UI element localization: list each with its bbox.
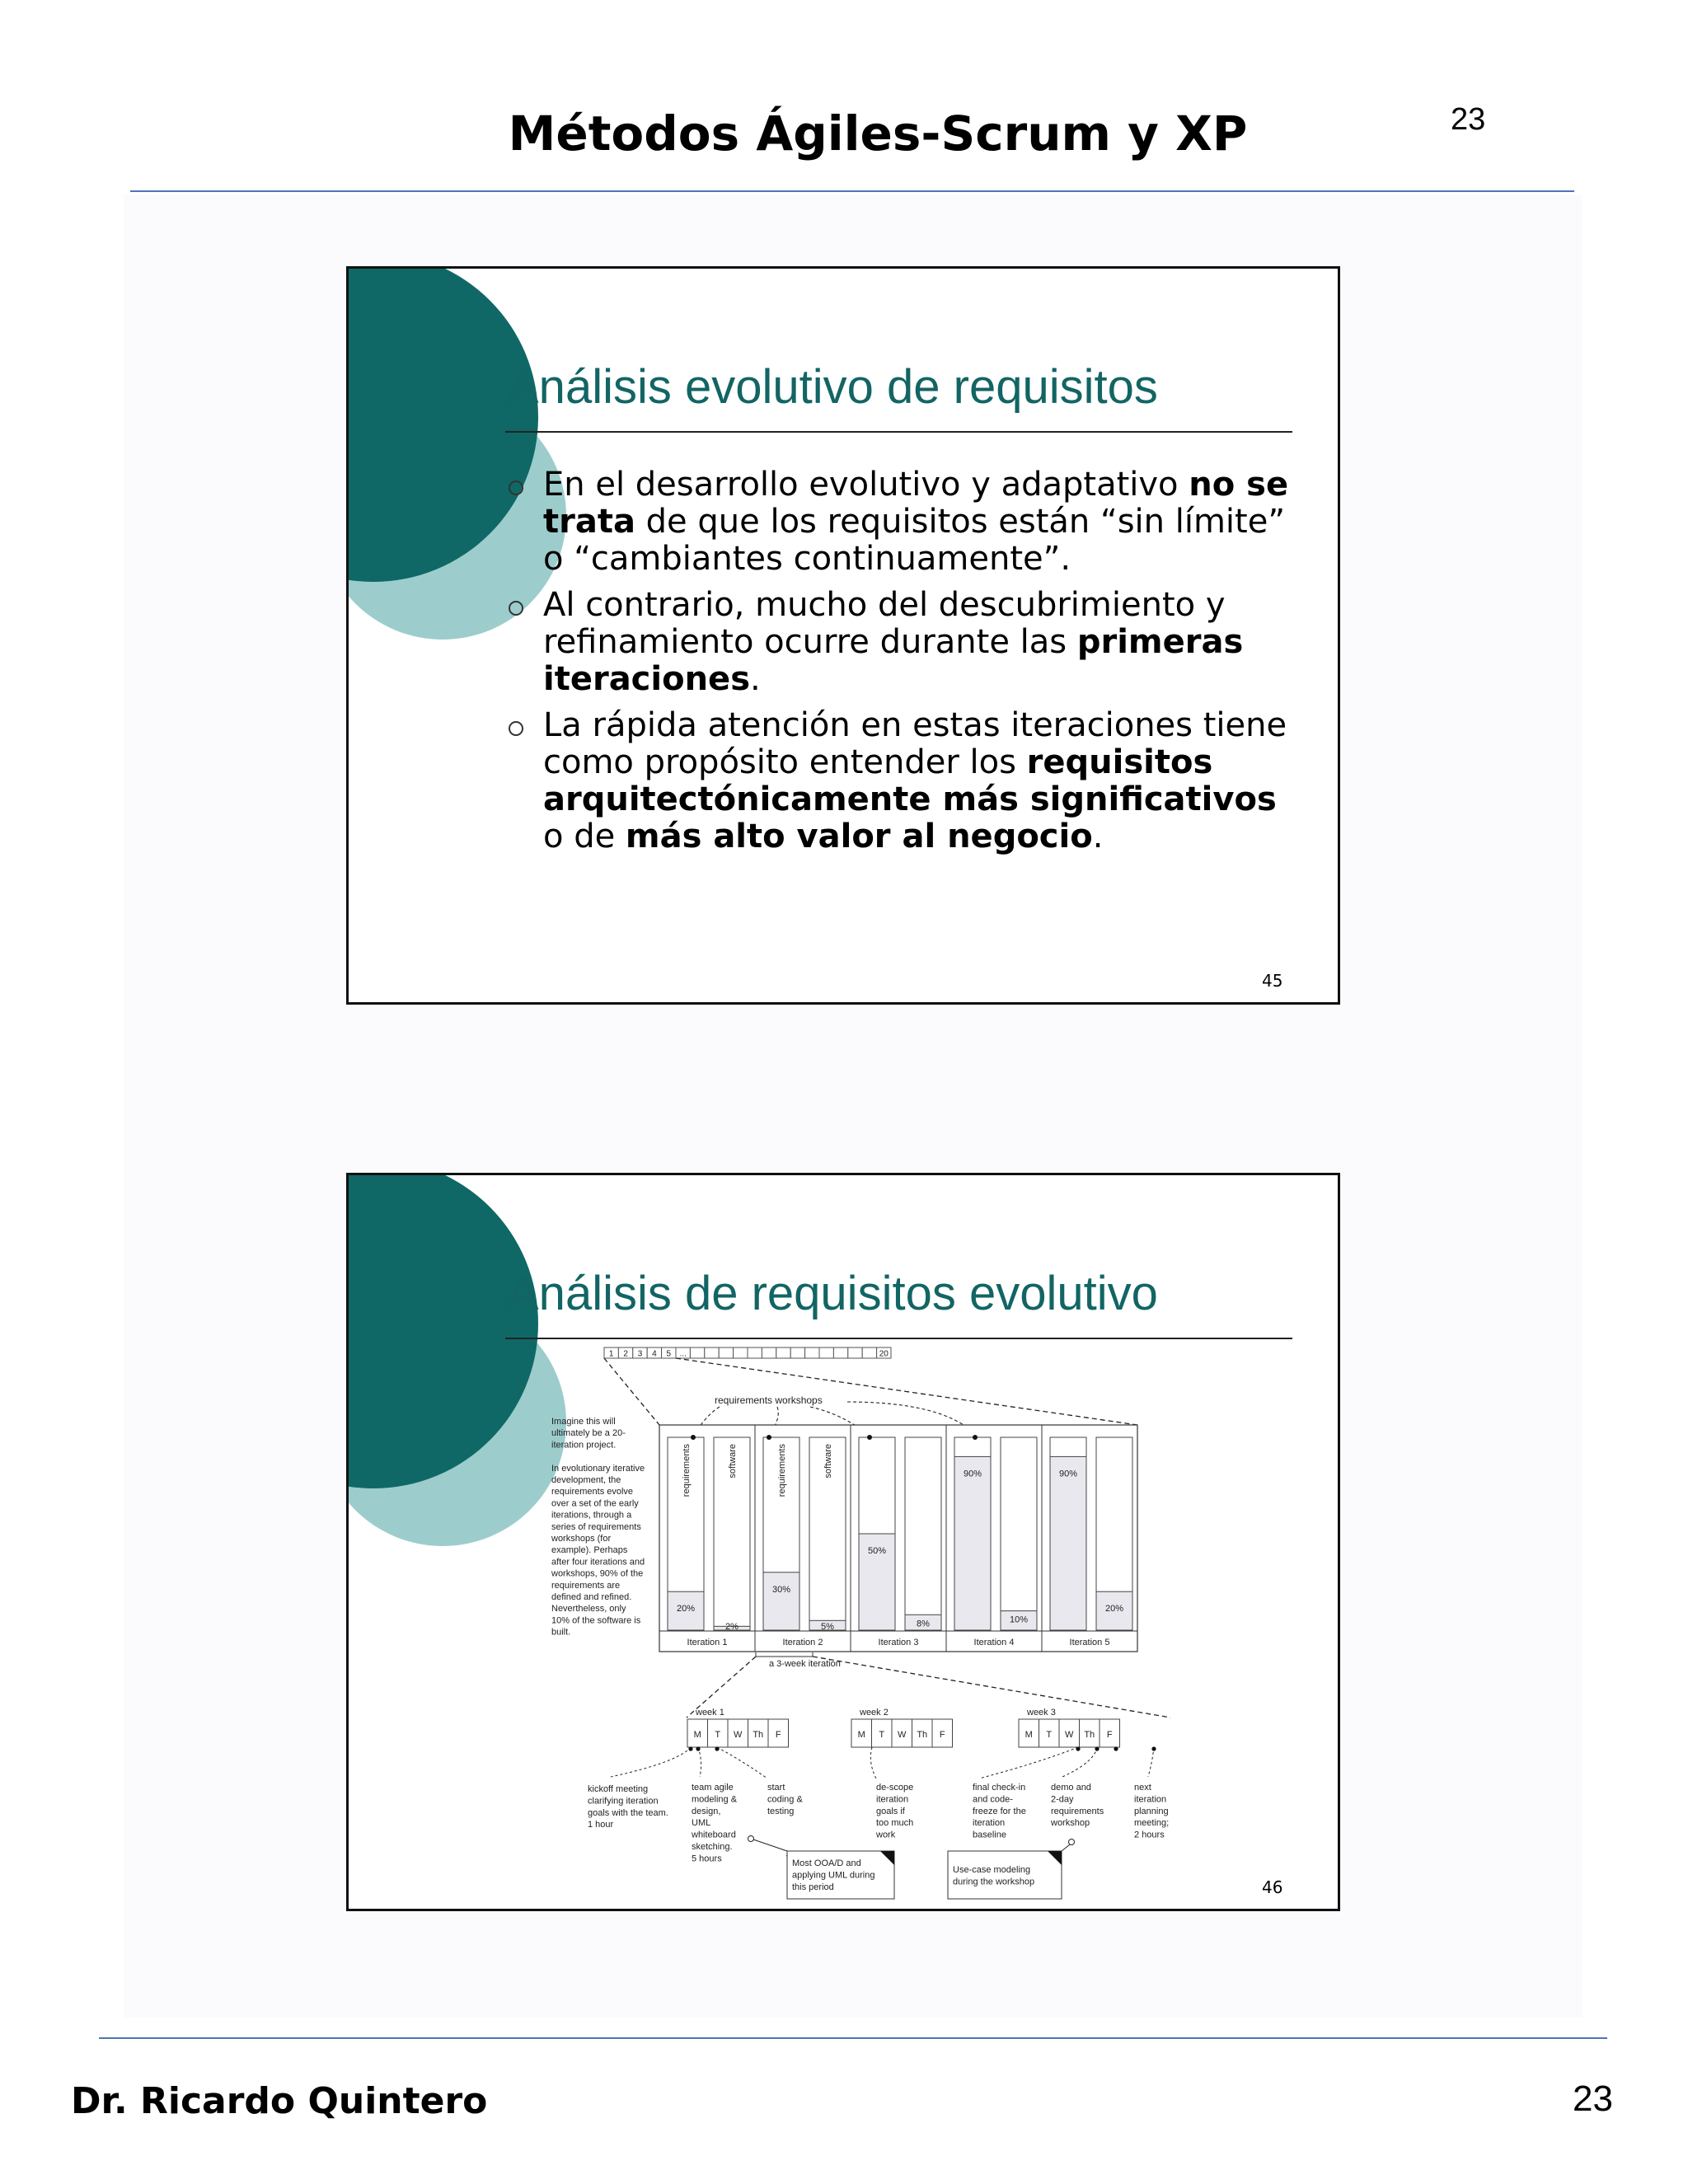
software-column-label: software <box>823 1444 833 1479</box>
zoom-line <box>604 1358 659 1425</box>
annotation-start-coding: testing <box>767 1806 795 1816</box>
day-label: Th <box>753 1730 764 1740</box>
header-rule <box>130 190 1574 192</box>
iteration-label: Iteration 3 <box>878 1638 919 1647</box>
bullet-text-bold: primeras iteraciones <box>543 623 1244 698</box>
annotation-pointer <box>979 1747 1078 1779</box>
iteration-diagram <box>349 1175 1340 1911</box>
timeline-cell <box>819 1347 833 1358</box>
timeline-cell <box>690 1347 704 1358</box>
annotation-team-agile: whiteboard <box>692 1830 736 1840</box>
iteration-label: Iteration 5 <box>1069 1638 1110 1647</box>
workshop-dot <box>767 1435 771 1440</box>
bullet-text: La rápida atención en estas iteraciones tiene como propósito entender los <box>543 706 1287 781</box>
timeline-cell <box>848 1347 862 1358</box>
timeline-cell <box>862 1347 876 1358</box>
requirements-column-label: requirements <box>682 1444 692 1497</box>
side-note-text: workshops, 90% of the <box>551 1568 644 1579</box>
annotation-descope: iteration <box>876 1794 909 1805</box>
timeline-label: ... <box>679 1349 687 1359</box>
annotation-pointer <box>717 1747 767 1779</box>
annotation-demo: 2-day <box>1051 1794 1074 1805</box>
column-frame <box>1001 1437 1037 1630</box>
annotation-next-planning: meeting; <box>1134 1818 1170 1829</box>
day-label: Th <box>1084 1730 1095 1740</box>
annotation-demo: demo and <box>1051 1783 1091 1793</box>
timeline-label: 4 <box>652 1349 657 1359</box>
bullet-text-bold: no se trata <box>543 466 1289 541</box>
day-label: T <box>879 1730 885 1740</box>
annotation-kickoff: kickoff meeting <box>588 1784 649 1794</box>
annotation-kickoff: goals with the team. <box>588 1807 668 1818</box>
timeline-cell <box>705 1347 719 1358</box>
annotation-final-checkin: iteration <box>973 1818 1006 1829</box>
timeline-cell <box>719 1347 733 1358</box>
pointer-dot <box>1114 1746 1118 1750</box>
column-frame <box>905 1437 941 1630</box>
timeline-cell <box>762 1347 776 1358</box>
side-note-text: Nevertheless, only <box>551 1604 626 1615</box>
page-number-top: 23 <box>1451 102 1486 137</box>
side-note-text: development, the <box>551 1475 621 1485</box>
footer-rule <box>99 2037 1607 2039</box>
iteration-bracket <box>756 1652 813 1657</box>
annotation-descope: de-scope <box>876 1783 914 1793</box>
side-note-text: In evolutionary iterative <box>551 1463 645 1474</box>
side-note-text: iteration project. <box>551 1440 617 1451</box>
timeline-label: 20 <box>879 1349 889 1359</box>
annotation-pointer <box>698 1747 701 1777</box>
requirements-percent: 30% <box>771 1584 791 1595</box>
software-percent: 2% <box>725 1622 738 1632</box>
timeline-label: 3 <box>637 1349 643 1359</box>
day-label: T <box>715 1730 721 1740</box>
note-anchor <box>748 1836 754 1842</box>
slide-number: 45 <box>1262 971 1283 991</box>
side-note-text: example). Perhaps <box>551 1545 628 1556</box>
software-column-label: software <box>728 1444 738 1479</box>
bullet-text: o de <box>543 818 626 855</box>
bullet-item <box>505 707 1296 855</box>
page-title: Métodos Ágiles-Scrum y XP <box>508 105 1248 162</box>
note-connector <box>1062 1844 1070 1851</box>
iteration-span-label: a 3-week iteration <box>769 1659 841 1669</box>
annotation-pointer <box>611 1747 691 1777</box>
annotation-descope: goals if <box>876 1806 905 1816</box>
side-note-text: Imagine this will <box>551 1417 616 1427</box>
bullet-text: . <box>750 660 761 698</box>
timeline-cell <box>748 1347 762 1358</box>
day-label: W <box>734 1730 743 1740</box>
annotation-next-planning: planning <box>1134 1806 1169 1816</box>
requirements-fill-bar <box>954 1456 991 1630</box>
pointer-dot <box>1151 1746 1156 1750</box>
side-note-text: after four iterations and <box>551 1557 645 1568</box>
bullet-item <box>505 466 1296 578</box>
annotation-pointer <box>1148 1747 1154 1777</box>
day-label: F <box>939 1730 945 1740</box>
usecase-note-text: during the workshop <box>953 1877 1035 1887</box>
ooad-note-text: this period <box>792 1882 834 1892</box>
annotation-next-planning: next <box>1134 1783 1151 1793</box>
week-label: week 2 <box>860 1708 889 1718</box>
annotation-next-planning: 2 hours <box>1134 1830 1165 1840</box>
side-note-text: iterations, through a <box>551 1510 632 1521</box>
workshop-dot <box>691 1435 696 1440</box>
day-label: F <box>775 1730 781 1740</box>
iteration-label: Iteration 1 <box>687 1638 728 1647</box>
timeline-cell <box>776 1347 790 1358</box>
side-note-text: series of requirements <box>551 1521 641 1532</box>
requirements-fill-bar <box>763 1572 799 1630</box>
workshop-dot <box>973 1435 978 1440</box>
timeline-label: 5 <box>666 1349 672 1359</box>
timeline-cell <box>790 1347 804 1358</box>
bullet-text: . <box>1092 818 1104 855</box>
requirements-percent: 90% <box>1058 1469 1078 1479</box>
side-note-text: defined and refined. <box>551 1592 632 1602</box>
annotation-start-coding: coding & <box>767 1794 803 1805</box>
day-label: F <box>1106 1730 1113 1740</box>
requirements-column-label: requirements <box>777 1444 787 1497</box>
usecase-note-box <box>948 1851 1062 1899</box>
ooad-note-text: applying UML during <box>792 1870 875 1881</box>
zoom-line <box>676 1358 1137 1425</box>
annotation-kickoff: 1 hour <box>588 1820 614 1830</box>
side-note-text: requirements are <box>551 1580 621 1591</box>
pointer-dot <box>1095 1746 1099 1750</box>
bullet-list <box>505 466 1296 865</box>
pointer-dot <box>715 1746 719 1750</box>
annotation-demo: workshop <box>1051 1818 1090 1829</box>
ooad-note-text: Most OOA/D and <box>792 1858 861 1868</box>
pointer-dot <box>688 1746 692 1750</box>
annotation-team-agile: modeling & <box>692 1794 738 1805</box>
footer-page-number: 23 <box>1573 2079 1613 2119</box>
slide-title-rule <box>505 431 1292 433</box>
timeline-label: 1 <box>608 1349 614 1359</box>
annotation-team-agile: sketching. <box>692 1842 733 1852</box>
usecase-note-text: Use-case modeling <box>953 1865 1031 1875</box>
requirements-percent: 20% <box>676 1604 696 1615</box>
annotation-kickoff: clarifying iteration <box>588 1796 659 1807</box>
timeline-cell <box>833 1347 847 1358</box>
day-label: W <box>898 1730 907 1740</box>
annotation-team-agile: UML <box>692 1818 711 1829</box>
annotation-pointer <box>870 1747 876 1779</box>
timeline-label: 2 <box>623 1349 628 1359</box>
note-connector <box>753 1840 787 1851</box>
annotation-start-coding: start <box>767 1783 785 1793</box>
timeline-cell <box>805 1347 819 1358</box>
side-note-text: 10% of the software is <box>551 1615 641 1626</box>
annotation-team-agile: 5 hours <box>692 1854 722 1864</box>
bullet-text: Al contrario, mucho del descubrimiento y refinamiento ocurre durante las <box>543 586 1226 661</box>
day-label: W <box>1065 1730 1074 1740</box>
side-note-text: requirements evolve <box>551 1487 634 1497</box>
annotation-final-checkin: final check-in <box>973 1783 1026 1793</box>
annotation-team-agile: design, <box>692 1806 721 1816</box>
software-percent: 8% <box>917 1619 930 1629</box>
week-label: week 1 <box>696 1708 724 1718</box>
footer-author: Dr. Ricardo Quintero <box>71 2080 488 2122</box>
week-label: week 3 <box>1027 1708 1056 1718</box>
bullet-text-bold: requisitos arquitectónicamente más significativos <box>543 743 1277 818</box>
side-note-text: over a set of the early <box>551 1498 639 1509</box>
software-percent: 10% <box>1009 1615 1029 1625</box>
annotation-final-checkin: freeze for the <box>973 1806 1026 1816</box>
side-note-text: workshops (for <box>551 1534 612 1544</box>
bullet-item <box>505 587 1296 698</box>
annotation-descope: too much <box>876 1818 914 1829</box>
annotation-demo: requirements <box>1051 1806 1104 1816</box>
requirements-fill-bar <box>1050 1456 1086 1630</box>
side-note-text: built. <box>551 1627 571 1638</box>
iteration-label: Iteration 4 <box>973 1638 1015 1647</box>
annotation-final-checkin: baseline <box>973 1830 1006 1840</box>
slide-45 <box>346 266 1340 1005</box>
day-label: M <box>1025 1730 1033 1740</box>
bullet-text: de que los requisitos están “sin límite” o “cambiantes continuamente”. <box>543 503 1286 578</box>
iteration-label: Iteration 2 <box>782 1638 823 1647</box>
timeline-cell <box>734 1347 748 1358</box>
day-label: Th <box>917 1730 928 1740</box>
pointer-dot <box>1076 1746 1080 1750</box>
bullet-text: En el desarrollo evolutivo y adaptativo <box>543 466 1189 504</box>
day-label: T <box>1046 1730 1053 1740</box>
software-percent: 5% <box>821 1622 834 1632</box>
workshops-label: requirements workshops <box>715 1394 823 1406</box>
software-percent: 20% <box>1104 1604 1124 1615</box>
annotation-final-checkin: and code- <box>973 1794 1013 1805</box>
requirements-percent: 90% <box>963 1469 982 1479</box>
workshop-dot <box>867 1435 872 1440</box>
side-note-text: ultimately be a 20- <box>551 1428 626 1439</box>
annotation-next-planning: iteration <box>1134 1794 1167 1805</box>
annotation-team-agile: team agile <box>692 1783 734 1793</box>
day-label: M <box>857 1730 865 1740</box>
bullet-text-bold: más alto valor al negocio <box>625 818 1093 855</box>
slide-title: Análisis evolutivo de requisitos <box>507 360 1158 414</box>
requirements-percent: 50% <box>867 1546 887 1556</box>
pointer-dot <box>696 1746 700 1750</box>
slide-46 <box>346 1173 1340 1911</box>
annotation-descope: work <box>876 1830 896 1840</box>
day-label: M <box>693 1730 701 1740</box>
slide-number: 46 <box>1262 1877 1283 1897</box>
note-anchor <box>1069 1840 1075 1845</box>
slide-title: Análisis de requisitos evolutivo <box>507 1267 1158 1320</box>
